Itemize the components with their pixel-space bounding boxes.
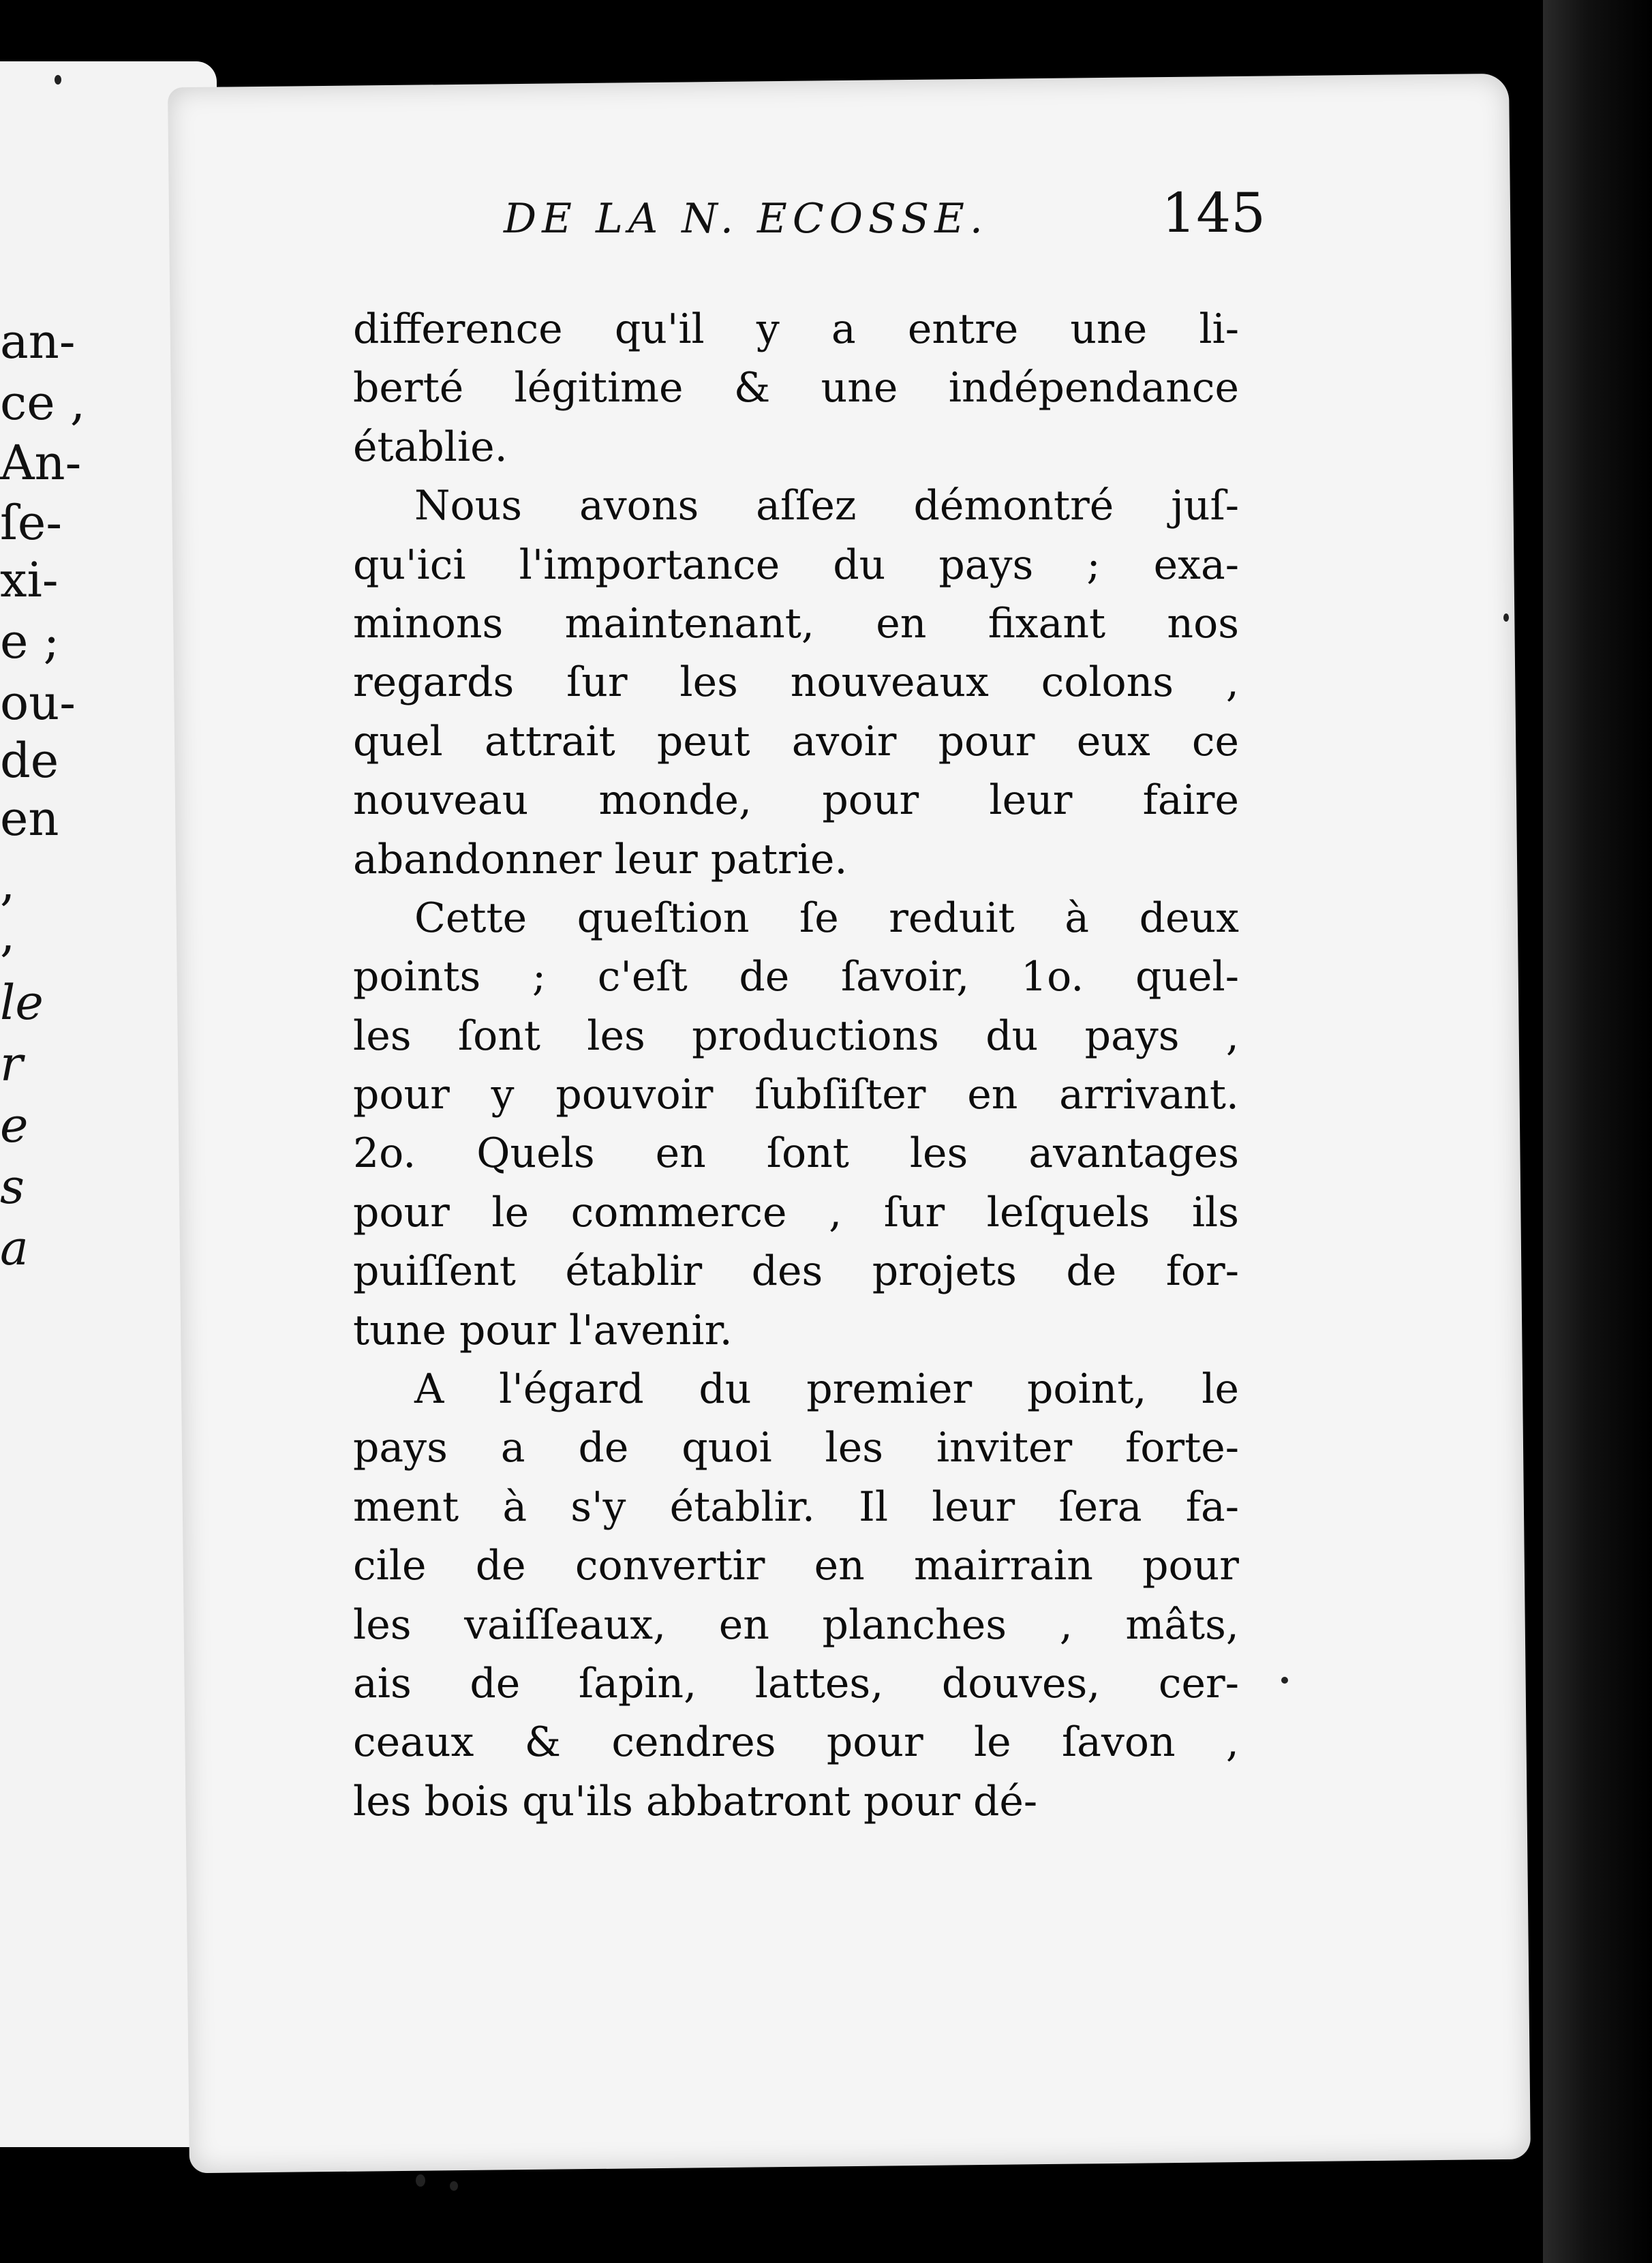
- text-line: difference qu'il y a entre une li-: [353, 305, 1239, 353]
- ink-speck: [416, 2174, 425, 2187]
- left-page-fragment: ce ,: [0, 375, 86, 431]
- left-page-fragment: ſe-: [0, 495, 62, 551]
- text-line: 2o. Quels en ſont les avantages: [353, 1129, 1239, 1178]
- ink-speck: [55, 75, 61, 85]
- text-line: A l'égard du premier point, le: [414, 1365, 1239, 1414]
- text-line: Nous avons aſſez démontré juſ-: [414, 482, 1239, 530]
- text-line: puiſſent établir des projets de for-: [353, 1247, 1239, 1296]
- running-head: [352, 179, 1266, 254]
- text-line: ment à s'y établir. Il leur ſera fa-: [353, 1483, 1239, 1531]
- left-page-fragment: ,: [0, 855, 16, 911]
- running-head-title: DE LA N. ECOSSE.: [504, 195, 988, 243]
- text-line: pour le commerce , ſur leſquels ils: [353, 1188, 1239, 1236]
- text-line: minons maintenant, en fixant nos: [353, 599, 1239, 648]
- text-line: les bois qu'ils abbatront pour dé-: [353, 1777, 1038, 1825]
- left-page-fragment: a: [0, 1220, 29, 1276]
- paragraph: [353, 300, 1239, 476]
- text-line: berté légitime & une indépendance: [353, 364, 1239, 412]
- text-line: les ſont les productions du pays ,: [353, 1012, 1239, 1060]
- text-line: nouveau monde, pour leur faire: [353, 776, 1239, 825]
- ink-speck: [450, 2181, 458, 2191]
- text-line: pays a de quoi les inviter forte-: [353, 1424, 1239, 1472]
- ink-speck: [1281, 1677, 1288, 1684]
- left-page-fragment: le: [0, 975, 44, 1031]
- left-page-fragment: de: [0, 733, 59, 789]
- left-page-fragment: s: [0, 1159, 25, 1215]
- ink-speck: [1503, 613, 1509, 622]
- text-line: Cette queſtion ſe reduit à deux: [414, 894, 1239, 942]
- text-line: ais de ſapin, lattes, douves, cer-: [353, 1659, 1239, 1707]
- text-line: les vaiſſeaux, en planches , mâts,: [353, 1600, 1239, 1649]
- page-number: 145: [1161, 181, 1266, 245]
- text-line: abandonner leur patrie.: [353, 835, 848, 883]
- book-binding-edge: [1543, 0, 1652, 2263]
- text-line: ceaux & cendres pour le ſavon ,: [353, 1718, 1239, 1767]
- text-line: qu'ici l'importance du pays ; exa-: [353, 541, 1239, 589]
- left-page-fragment: an-: [0, 314, 76, 369]
- text-line: pour y pouvoir ſubſiſter en arrivant.: [353, 1071, 1239, 1119]
- left-page-fragment: e ;: [0, 613, 60, 669]
- body-text: [353, 300, 1239, 1831]
- paragraph: [353, 476, 1239, 889]
- left-page-fragment: e: [0, 1097, 29, 1153]
- left-page-fragment: ou-: [0, 675, 76, 731]
- text-line: tune pour l'avenir.: [353, 1306, 733, 1354]
- left-page-fragment: ,: [0, 907, 16, 962]
- left-page-fragment: xi-: [0, 552, 59, 608]
- paragraph: [353, 1360, 1239, 1831]
- text-line: cile de convertir en mairrain pour: [353, 1542, 1239, 1590]
- text-line: établie.: [353, 423, 508, 471]
- left-page-fragment: en: [0, 791, 59, 847]
- text-line: points ; c'eſt de ſavoir, 1o. quel-: [353, 953, 1239, 1001]
- paragraph: [353, 889, 1239, 1360]
- left-page-fragment: r: [0, 1036, 23, 1092]
- left-page-fragment: An-: [0, 435, 82, 491]
- text-line: quel attrait peut avoir pour eux ce: [353, 717, 1239, 765]
- text-line: regards ſur les nouveaux colons ,: [353, 658, 1239, 707]
